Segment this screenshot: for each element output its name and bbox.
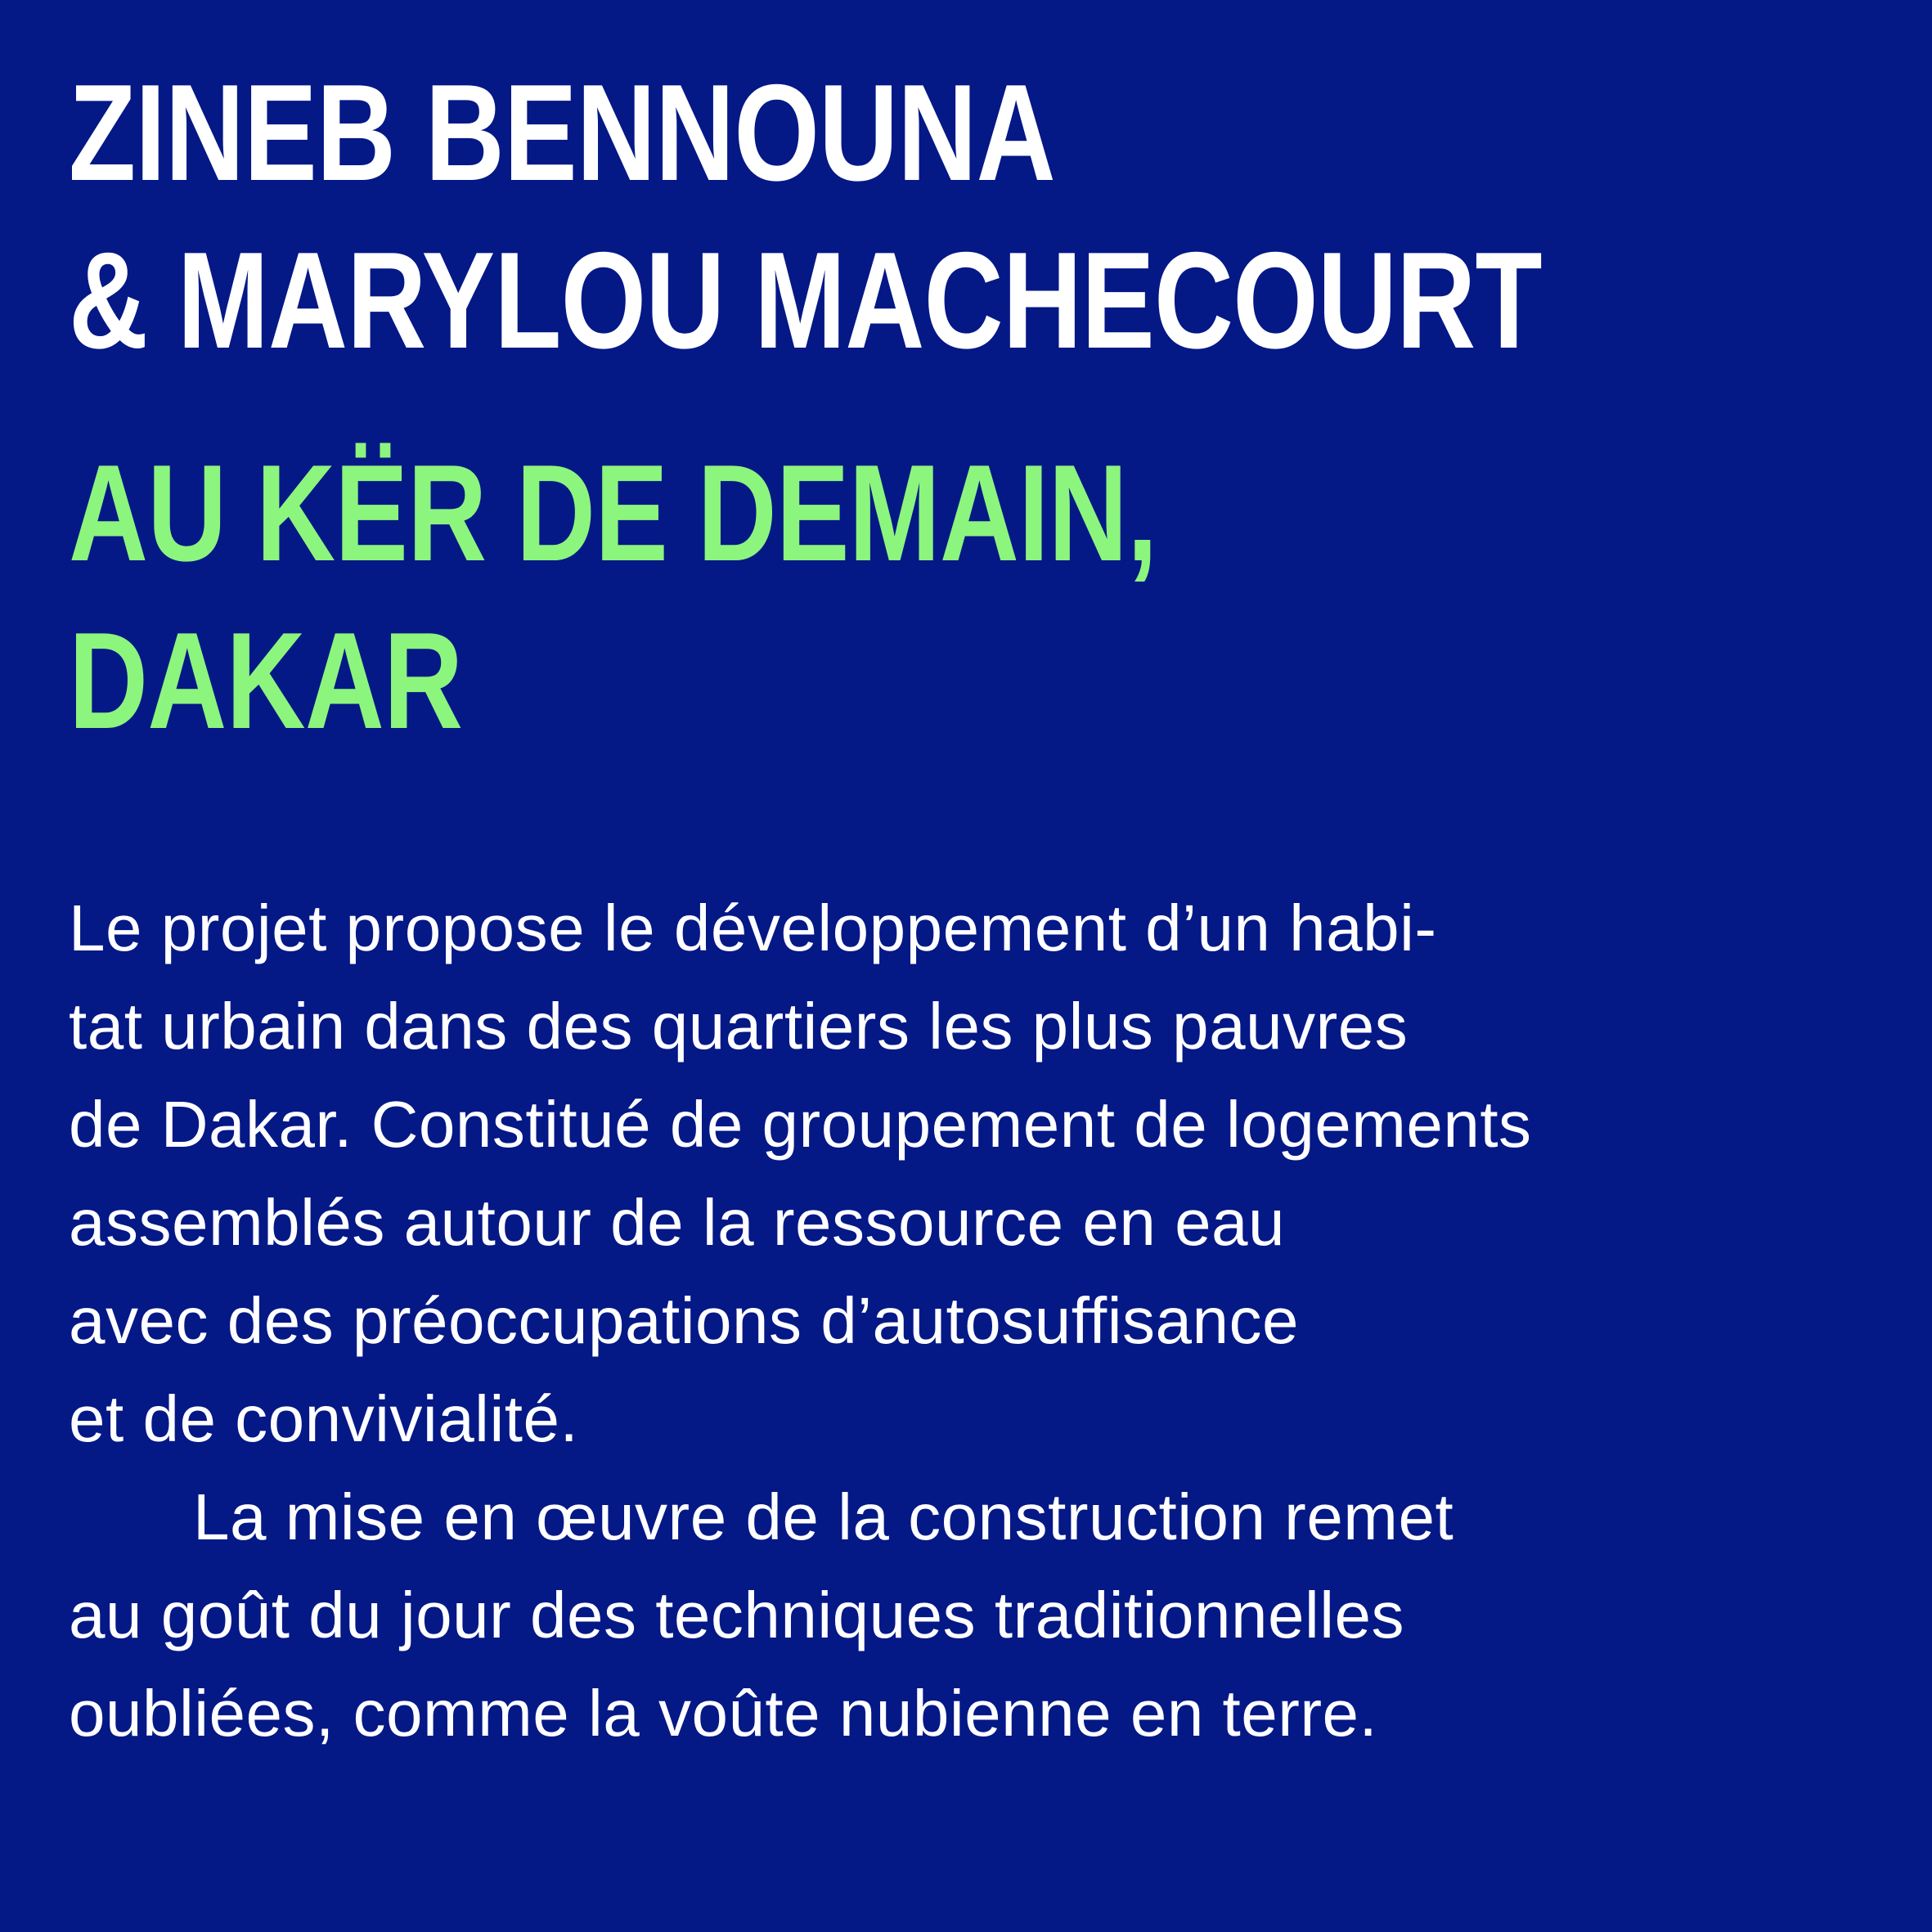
author-line-2: & MARYLOU MACHECOURT [69, 223, 1542, 377]
description-line-5: avec des préoccupations d’autosuffisance [69, 1284, 1299, 1357]
description-line-4: assemblés autour de la ressource en eau [69, 1186, 1286, 1259]
project-title [69, 429, 1157, 765]
description-line-1: Le projet propose le développement d’un habi- [69, 892, 1437, 964]
description-line-9: oubliées, comme la voûte nubienne en terre. [69, 1677, 1378, 1750]
description-line-3: de Dakar. Constitué de groupement de logements [69, 1088, 1532, 1161]
description-line-8: au goût du jour des techniques traditionnelles [69, 1579, 1404, 1651]
author-line-1: ZINEB BENNOUNA [69, 56, 1055, 209]
title-line-1: AU KËR DE DEMAIN, [69, 436, 1157, 590]
description-line-6: et de convivialité. [69, 1382, 579, 1455]
authors-heading [69, 49, 1542, 384]
project-description [69, 879, 1901, 1763]
description-line-7: La mise en œuvre de la construction remet [193, 1480, 1454, 1553]
title-line-2: DAKAR [69, 604, 463, 757]
description-line-2: tat urbain dans des quartiers les plus pauvres [69, 990, 1409, 1063]
